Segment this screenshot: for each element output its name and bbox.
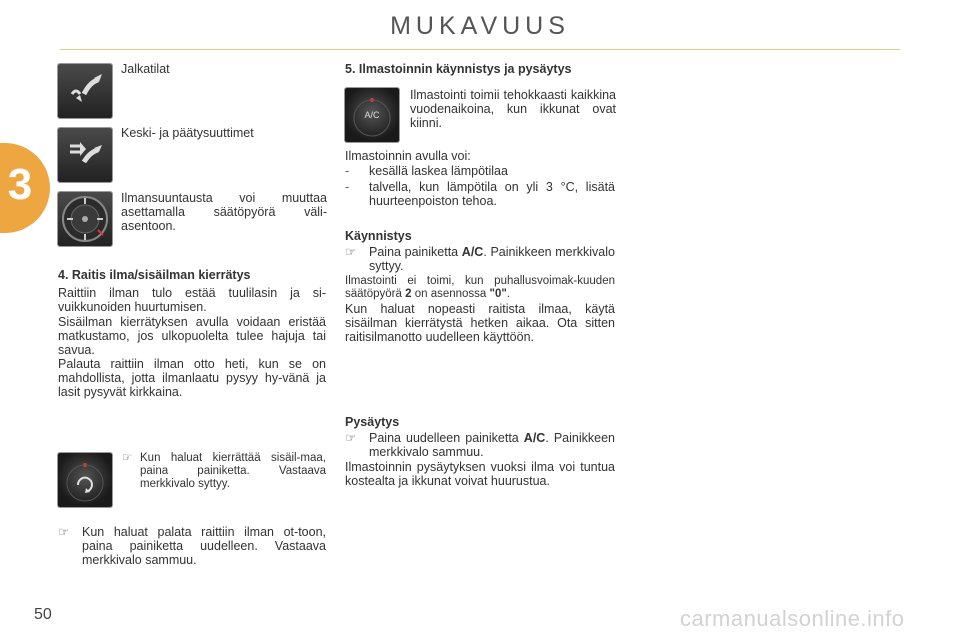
fresh-air-paragraph: Raittiin ilman tulo estää tuulilasin ja si-vuikkunoiden huurtumisen. bbox=[58, 286, 326, 314]
footer-watermark: carmanualsonline.info bbox=[680, 606, 905, 631]
restore-paragraph: Palauta raittiin ilman otto heti, kun se on mahdollista, jotta ilmanlaatu pysyy hy-vänä ja lasit pysyvät kirkkaina. bbox=[58, 357, 326, 399]
ac-uses-intro: Ilmastoinnin avulla voi: bbox=[345, 149, 471, 163]
start-note: Ilmastointi ei toimi, kun puhallusvoimak-kuuden säätöpyörä 2 on asennossa "0". bbox=[345, 275, 615, 300]
recirculation-bullet bbox=[122, 452, 326, 491]
stop-bullet: ☞ Paina uudelleen painiketta A/C. Painikkeen merkkivalo sammuu. bbox=[345, 431, 615, 459]
center-side-vent-icon bbox=[58, 128, 112, 182]
recirculation-bullet-text: Kun haluat kierrättää sisäil-maa, paina painiketta. Vastaava merkkivalo syttyy. bbox=[140, 452, 326, 490]
quick-air-paragraph: Kun haluat nopeasti raitista ilmaa, käytä sisäilman kierrätystä hetken aikaa. Ota sitten raitisilmanotto uudelleen käyttöön. bbox=[345, 302, 615, 344]
center-side-vent-label: Keski- ja päätysuuttimet bbox=[121, 126, 254, 140]
stop-paragraph: Ilmastoinnin pysäytyksen vuoksi ilma voi tuntua kostealta ja ikkunat voivat huurustua. bbox=[345, 460, 615, 488]
section-4-heading: 4. Raitis ilma/sisäilman kierrätys bbox=[58, 268, 251, 282]
hand-pointer-icon: ☞ bbox=[58, 525, 70, 539]
foot-vent-label: Jalkatilat bbox=[121, 62, 170, 76]
ac-intro: Ilmastointi toimii tehokkaasti kaikkina vuodenaikoina, kun ikkunat ovat kiinni. bbox=[410, 88, 616, 130]
chapter-number: 3 bbox=[7, 160, 33, 209]
page-number: 50 bbox=[34, 606, 52, 623]
stop-heading: Pysäytys bbox=[345, 415, 400, 429]
hand-pointer-icon: ☞ bbox=[345, 431, 357, 445]
recirculation-button-icon bbox=[58, 453, 112, 507]
ac-button-icon bbox=[345, 88, 399, 142]
hand-pointer-icon: ☞ bbox=[122, 452, 133, 464]
section-5-heading: 5. Ilmastoinnin käynnistys ja pysäytys bbox=[345, 62, 572, 76]
fresh-air-bullet-text: Kun haluat palata raittiin ilman ot-toon, paina painiketta uudelleen. Vastaava merkkivalo sammuu. bbox=[82, 525, 326, 567]
hand-pointer-icon: ☞ bbox=[345, 245, 357, 259]
foot-vent-icon bbox=[58, 64, 112, 118]
airflow-dial-icon bbox=[58, 192, 112, 246]
ac-icon-label: A/C bbox=[364, 110, 380, 120]
airflow-dial-text: Ilmansuuntausta voi muuttaa asettamalla säätöpyörä väli-asentoon. bbox=[121, 191, 327, 233]
header-divider bbox=[60, 49, 900, 50]
page-title: MUKAVUUS bbox=[390, 12, 570, 40]
fresh-air-bullet bbox=[58, 525, 326, 567]
ac-use-item: - talvella, kun lämpötila on yli 3 °C, lisätä huurteenpoiston tehoa. bbox=[345, 180, 615, 208]
start-heading: Käynnistys bbox=[345, 229, 412, 243]
ac-use-item: - kesällä laskea lämpötilaa bbox=[345, 164, 508, 178]
recirculation-paragraph: Sisäilman kierrätyksen avulla voidaan eristää matkustamo, jos ulkopuolelta tulee hajuja tai savua. bbox=[58, 315, 326, 357]
start-bullet: ☞ Paina painiketta A/C. Painikkeen merkkivalo syttyy. bbox=[345, 245, 615, 273]
